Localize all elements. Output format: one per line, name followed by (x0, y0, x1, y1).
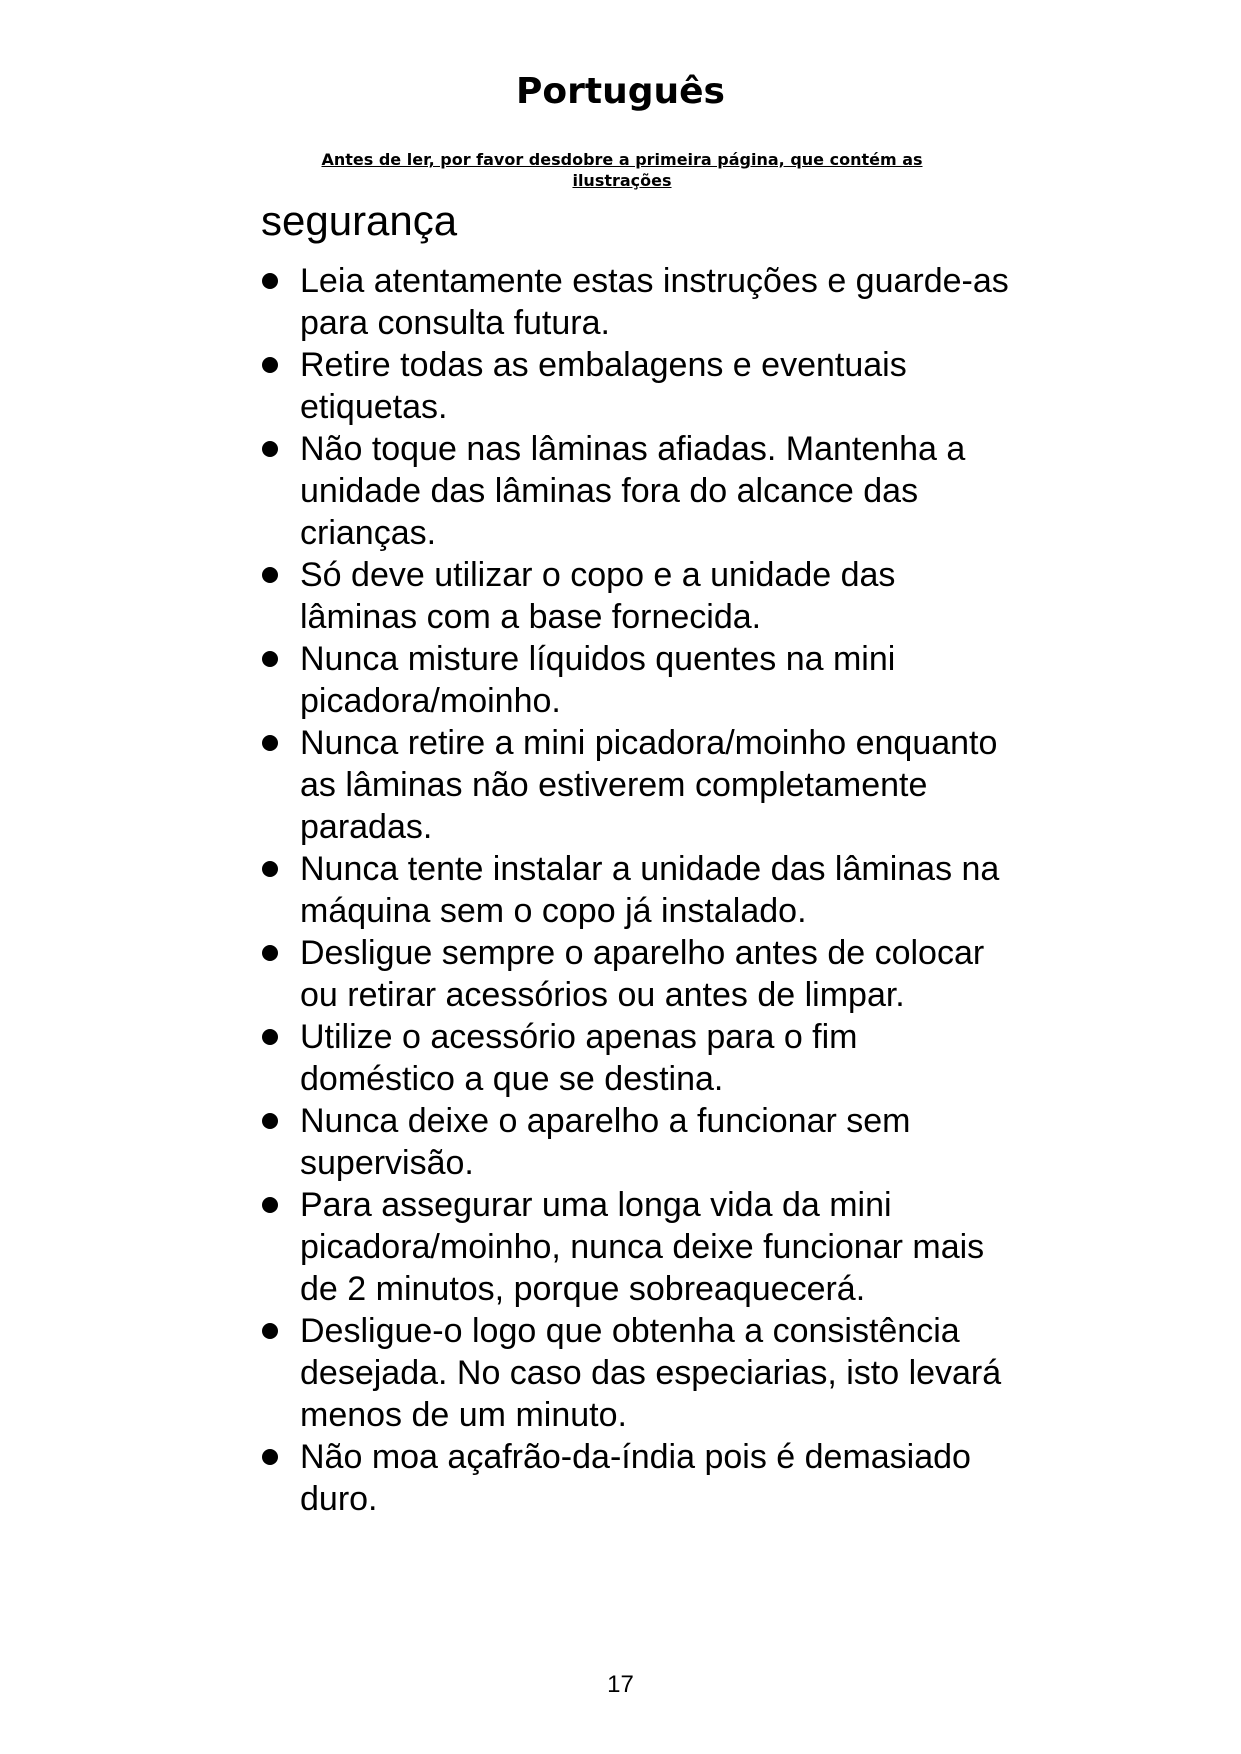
page-number: 17 (607, 1671, 634, 1698)
safety-item-text: Só deve utilizar o copo e a unidade das lâminas com a base fornecida. (300, 556, 896, 636)
safety-list (261, 260, 1021, 1520)
safety-item (261, 638, 1021, 722)
bullet-icon (262, 1323, 278, 1339)
safety-item-text: Nunca tente instalar a unidade das lâminas na máquina sem o copo já instalado. (300, 850, 1000, 930)
safety-item-text: Nunca deixe o aparelho a funcionar sem supervisão. (300, 1102, 911, 1182)
safety-item (261, 1436, 1021, 1520)
safety-item (261, 1016, 1021, 1100)
page-title: Português (516, 71, 725, 112)
safety-item-text: Leia atentamente estas instruções e guarde-as para consulta futura. (300, 262, 1009, 342)
bullet-icon (262, 1197, 278, 1213)
safety-item (261, 260, 1021, 344)
bullet-icon (262, 567, 278, 583)
bullet-icon (262, 1113, 278, 1129)
safety-item (261, 848, 1021, 932)
safety-item-text: Retire todas as embalagens e eventuais etiquetas. (300, 346, 907, 426)
bullet-icon (262, 357, 278, 373)
intro-note-line-2: ilustrações (572, 171, 672, 190)
bullet-icon (262, 1449, 278, 1465)
bullet-icon (262, 861, 278, 877)
safety-item-text: Nunca misture líquidos quentes na mini picadora/moinho. (300, 640, 896, 720)
bullet-icon (262, 1029, 278, 1045)
intro-note (290, 149, 954, 191)
safety-item-text: Não moa açafrão-da-índia pois é demasiado duro. (300, 1438, 971, 1518)
section-heading: segurança (261, 197, 458, 244)
safety-item-text: Utilize o acessório apenas para o fim doméstico a que se destina. (300, 1018, 858, 1098)
bullet-icon (262, 273, 278, 289)
safety-item (261, 1184, 1021, 1310)
safety-item (261, 1310, 1021, 1436)
safety-item-text: Desligue sempre o aparelho antes de colocar ou retirar acessórios ou antes de limpar. (300, 934, 985, 1014)
safety-item-text: Nunca retire a mini picadora/moinho enquanto as lâminas não estiverem completamente paradas. (300, 724, 998, 846)
safety-item (261, 554, 1021, 638)
safety-item (261, 932, 1021, 1016)
bullet-icon (262, 945, 278, 961)
bullet-icon (262, 735, 278, 751)
safety-item-text: Para assegurar uma longa vida da mini picadora/moinho, nunca deixe funcionar mais de 2 minutos, porque sobreaquecerá. (300, 1186, 985, 1308)
bullet-icon (262, 651, 278, 667)
safety-item-text: Não toque nas lâminas afiadas. Mantenha a unidade das lâminas fora do alcance das crianças. (300, 430, 966, 552)
bullet-icon (262, 441, 278, 457)
safety-item (261, 344, 1021, 428)
intro-note-line-1: Antes de ler, por favor desdobre a primeira página, que contém as (321, 150, 923, 169)
safety-item (261, 722, 1021, 848)
safety-item (261, 1100, 1021, 1184)
safety-item-text: Desligue-o logo que obtenha a consistência desejada. No caso das especiarias, isto levará menos de um minuto. (300, 1312, 1002, 1434)
safety-item (261, 428, 1021, 554)
